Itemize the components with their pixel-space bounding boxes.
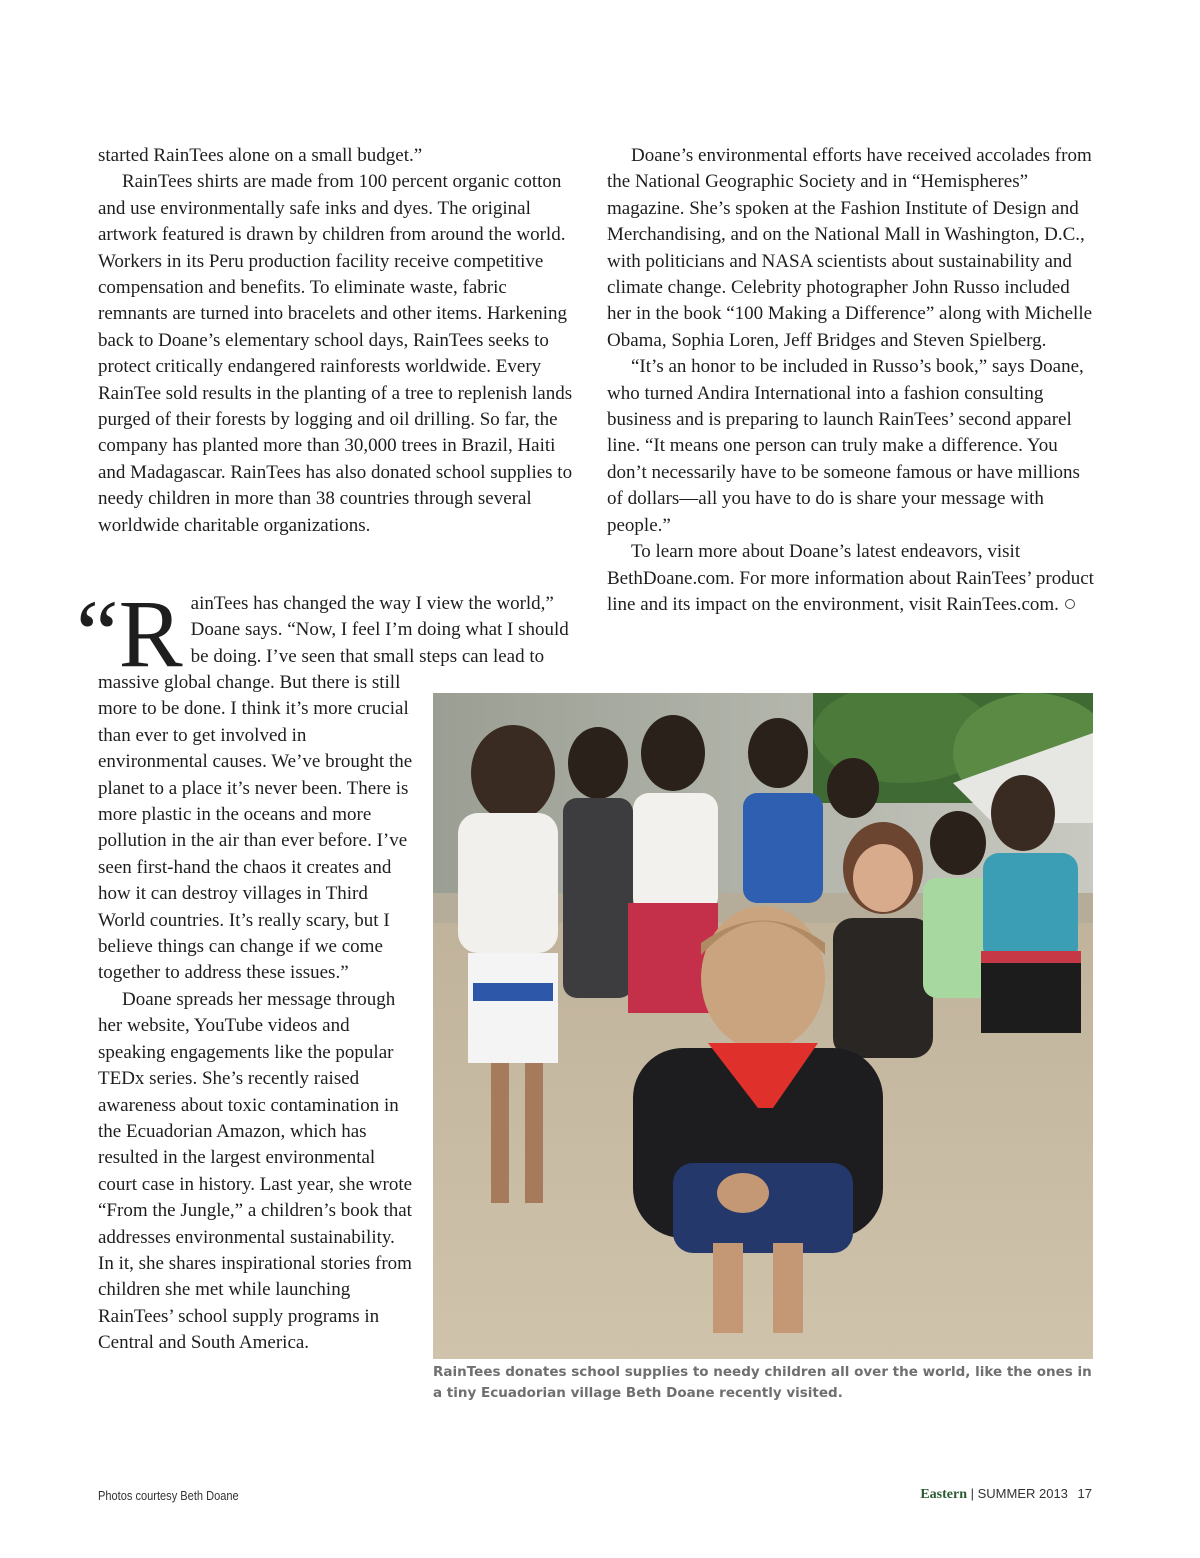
pull-quote bbox=[76, 580, 578, 687]
article-photo bbox=[433, 693, 1093, 1359]
page-number: 17 bbox=[1077, 1486, 1092, 1501]
paragraph: Doane spreads her message through her website, YouTube videos and speaking engagements like the popular TEDx series. She’s recently raised awareness about toxic contamination in the Ecuadorian Amazon, which has resulted in the largest environmental court case in history. Last year, she wrote “From the Jungle,” a children’s book that addresses environmental sustainability. In it, she shares inspirational stories from children she met while launching RainTees’ school supply programs in Central and South America. bbox=[98, 988, 413, 1354]
quote-text: ainTees has changed the way I view the world,” Doane says. “Now, I feel I’m doing what I should be doing. I’ve seen that small steps can lead to bbox=[190, 593, 569, 667]
quote-continuation: massive global change. But there is still more to be done. I think it’s more crucial than ever to get involved in environmental causes. We’ve brought the planet to a place it’s never been. There is more plastic in the oceans and more pollution in the air than ever before. I’ve seen first-hand the chaos it creates and how it can destroy villages in Third World countries. It’s really scary, but I believe things can change if we come together to address these issues.” bbox=[98, 672, 413, 984]
magazine-name: Eastern bbox=[920, 1487, 967, 1502]
drop-cap: “R bbox=[76, 580, 183, 687]
paragraph: Doane’s environmental efforts have received accolades from the National Geographic Society and in “Hemispheres” magazine. She’s spoken at the Fashion Institute of Design and Merchandising, and on the National Mall in Washington, D.C., with politicians and NASA scientists about sustainability and climate change. Celebrity photographer John Russo included her in the book “100 Making a Difference” along with Michelle Obama, Sophia Loren, Jeff Bridges and Steven Spielberg. bbox=[607, 145, 1093, 351]
closing-paragraph-text: To learn more about Doane’s latest endeavors, visit BethDoane.com. For more information about RainTees’ product line and its impact on the environment, visit RainTees.com. bbox=[607, 541, 1094, 615]
article-column-left bbox=[98, 143, 574, 539]
article-column-right bbox=[607, 143, 1095, 618]
paragraph: RainTees shirts are made from 100 percent organic cotton and use environmentally safe inks and dyes. The original artwork featured is drawn by children from around the world. Workers in its Peru production facility receive competitive compensation and benefits. To eliminate waste, fabric remnants are turned into bracelets and other items. Harkening back to Doane’s elementary school days, RainTees seeks to protect critically endangered rainforests worldwide. Every RainTee sold results in the planting of a tree to replenish lands purged of their forests by logging and oil drilling. So far, the company has planted more than 30,000 trees in Brazil, Haiti and Madagascar. RainTees has also donated school supplies to needy children in more than 38 countries through several worldwide charitable organizations. bbox=[98, 171, 573, 536]
end-of-article-mark bbox=[1065, 599, 1075, 609]
photo-credit: Photos courtesy Beth Doane bbox=[98, 1488, 239, 1503]
photo-caption: RainTees donates school supplies to needy children all over the world, like the ones in a tiny Ecuadorian village Beth Doane recently visited. bbox=[433, 1364, 1092, 1401]
paragraph bbox=[607, 539, 1095, 618]
paragraph: started RainTees alone on a small budget.” bbox=[98, 145, 423, 166]
paragraph: “It’s an honor to be included in Russo’s book,” says Doane, who turned Andira International into a fashion consulting business and is preparing to launch RainTees’ second apparel line. “It means one person can truly make a difference. You don’t necessarily have to be someone famous or have millions of dollars—all you have to do is share your message with people.” bbox=[607, 356, 1084, 536]
page-footer bbox=[920, 1486, 1092, 1503]
issue-label: | SUMMER 2013 bbox=[970, 1486, 1068, 1501]
article-column-narrow bbox=[98, 670, 413, 1357]
